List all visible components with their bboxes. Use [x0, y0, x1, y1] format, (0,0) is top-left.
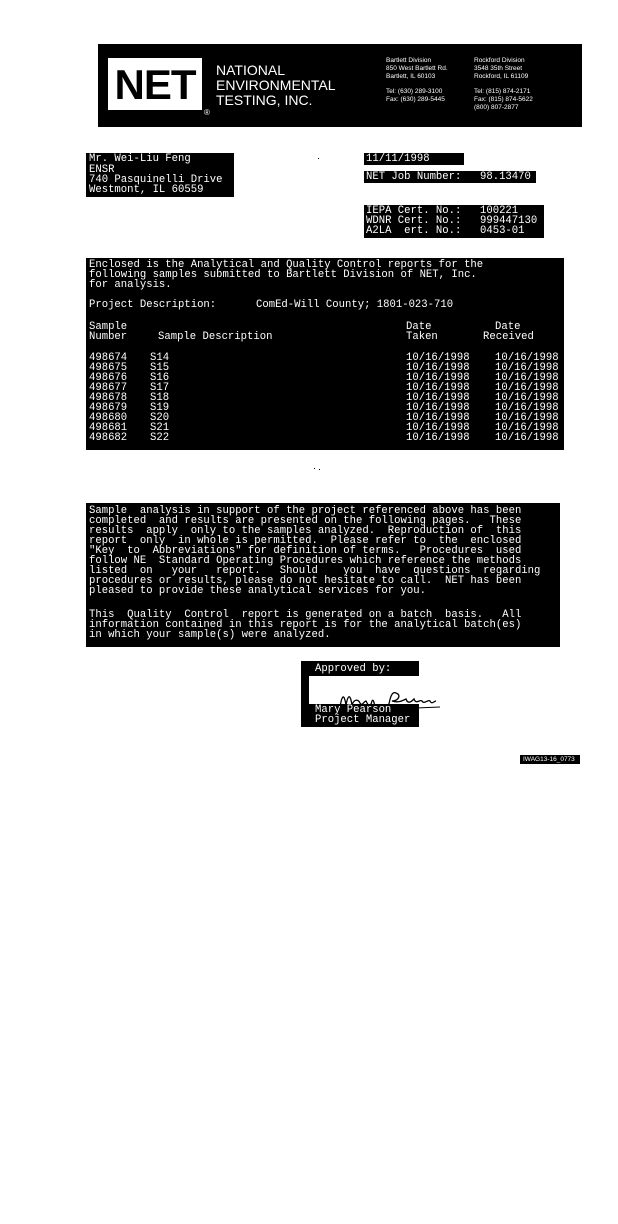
intro-line: for analysis. — [89, 279, 172, 291]
date-taken: 10/16/1998 — [406, 422, 470, 434]
header-date-received: Date — [495, 321, 521, 333]
header-sample-description: Sample Description — [158, 331, 273, 343]
office-line: (800) 807-2877 — [474, 103, 519, 111]
paragraph-line: in which your sample(s) were analyzed. — [89, 629, 331, 641]
date-received: 10/16/1998 — [495, 412, 559, 424]
cert-label: WDNR Cert. No.: — [366, 215, 462, 227]
sample-description: S16 — [150, 372, 170, 384]
approved-by-label: Approved by: — [315, 663, 392, 675]
sample-number: 498682 — [89, 432, 128, 444]
job-number-row — [364, 171, 536, 183]
company-line: TESTING, INC. — [216, 92, 313, 108]
date-received: 10/16/1998 — [495, 362, 559, 374]
date-received: 10/16/1998 — [495, 402, 559, 414]
paragraph-line: procedures or results, please do not hesitate to call. NET has been — [89, 575, 522, 587]
office-line: Tel: (815) 874-2171 — [474, 88, 531, 96]
document-id-stamp — [520, 755, 580, 764]
paragraph-line: This Quality Control report is generated on a batch basis. All — [89, 609, 522, 621]
sample-description: S17 — [150, 382, 170, 394]
sample-number: 498677 — [89, 382, 128, 394]
office-line: Fax: (815) 874-5622 — [474, 95, 533, 103]
date-taken: 10/16/1998 — [406, 392, 470, 404]
date-received: 10/16/1998 — [495, 432, 559, 444]
date-received: 10/16/1998 — [495, 352, 559, 364]
date-received: 10/16/1998 — [495, 392, 559, 404]
header-date-taken: Date — [406, 321, 432, 333]
company-line: NATIONAL — [216, 62, 285, 78]
project-description-value: ComEd-Will County; 1801-023-710 — [256, 299, 454, 311]
bartlett-office-address — [386, 57, 448, 104]
cert-label: IEPA Cert. No.: — [366, 205, 462, 217]
date-received: 10/16/1998 — [495, 372, 559, 384]
header-date-taken: Taken — [406, 331, 438, 343]
scan-speck — [319, 469, 320, 470]
approver-name: Mary Pearson — [315, 704, 392, 716]
cert-value: 100221 — [480, 205, 519, 217]
paragraph-line: "Key to Abbreviations" for definition of terms. Procedures used — [89, 545, 522, 557]
job-number-label: NET Job Number: — [366, 171, 462, 183]
cert-value: 999447130 — [480, 215, 538, 227]
office-line: Bartlett, IL 60103 — [386, 72, 436, 80]
sample-number: 498680 — [89, 412, 128, 424]
date-taken: 10/16/1998 — [406, 362, 470, 374]
date-taken: 10/16/1998 — [406, 412, 470, 424]
company-line: ENVIRONMENTAL — [216, 77, 336, 93]
sample-number: 498679 — [89, 402, 128, 414]
office-line — [474, 80, 533, 88]
sample-description: S19 — [150, 402, 170, 414]
office-line: 3548 35th Street — [474, 64, 523, 72]
date-taken: 10/16/1998 — [406, 352, 470, 364]
document-id: IWAG13-16_0773 — [523, 756, 575, 763]
address-line: Mr. Wei-Liu Feng — [89, 153, 191, 165]
sample-report-block — [86, 258, 564, 450]
sample-number: 498681 — [89, 422, 128, 434]
office-line — [386, 80, 448, 88]
paragraph-line: pleased to provide these analytical services for you. — [89, 585, 426, 597]
sample-description: S15 — [150, 362, 170, 374]
paragraph-line: follow NE Standard Operating Procedures which reference the methods — [89, 555, 522, 567]
date-text: 11/11/1998 — [366, 153, 430, 165]
paragraph-line: results apply only to the samples analyzed. Reproduction of this — [89, 525, 522, 537]
date-received: 10/16/1998 — [495, 382, 559, 394]
signature — [309, 676, 419, 704]
header-date-received: Received — [483, 331, 534, 343]
letterhead-banner — [98, 44, 582, 127]
office-line: Tel: (630) 289-3100 — [386, 88, 443, 96]
rockford-office-address — [474, 57, 533, 112]
office-line: 850 West Bartlett Rd. — [386, 64, 448, 72]
scan-speck — [314, 468, 315, 469]
paragraph-line: Sample analysis in support of the project referenced above has been — [89, 505, 522, 517]
report-notes — [86, 503, 560, 647]
sample-number: 498675 — [89, 362, 128, 374]
recipient-address — [86, 153, 234, 197]
net-logo — [108, 58, 202, 110]
paragraph-line: completed and results are presented on the following pages. These — [89, 515, 522, 527]
sample-description: S14 — [150, 352, 170, 364]
company-name — [216, 63, 336, 108]
approval-block — [301, 661, 419, 727]
header-sample-number: Sample — [89, 321, 128, 333]
paragraph-line: listed on your report. Should you have questions regarding — [89, 565, 541, 577]
office-line: Fax: (630) 289-5445 — [386, 95, 445, 103]
job-number-value: 98.13470 — [480, 171, 531, 183]
sample-description: S22 — [150, 432, 170, 444]
office-line: Rockford, IL 61109 — [474, 72, 529, 80]
date-received: 10/16/1998 — [495, 422, 559, 434]
date-taken: 10/16/1998 — [406, 382, 470, 394]
sample-number: 498674 — [89, 352, 128, 364]
sample-number: 498678 — [89, 392, 128, 404]
cert-label: A2LA ert. No.: — [366, 225, 462, 237]
office-line: Rockford Division — [474, 57, 525, 64]
sample-number: 498676 — [89, 372, 128, 384]
intro-line: Enclosed is the Analytical and Quality Control reports for the — [89, 259, 484, 271]
intro-line: following samples submitted to Bartlett Division of NET, Inc. — [89, 269, 477, 281]
project-description-label: Project Description: — [89, 299, 217, 311]
registered-mark: ® — [204, 108, 210, 117]
approver-title: Project Manager — [315, 714, 411, 726]
address-line: ENSR — [89, 164, 115, 176]
certification-numbers — [364, 205, 544, 238]
date-taken: 10/16/1998 — [406, 432, 470, 444]
header-sample-number: Number — [89, 331, 128, 343]
sample-description: S20 — [150, 412, 170, 424]
cert-value: 0453-01 — [480, 225, 525, 237]
address-line: 740 Pasquinelli Drive — [89, 174, 223, 186]
date-taken: 10/16/1998 — [406, 402, 470, 414]
paragraph-line: information contained in this report is for the analytical batch(es) — [89, 619, 522, 631]
address-line: Westmont, IL 60559 — [89, 184, 204, 196]
office-line: Bartlett Division — [386, 57, 432, 64]
paragraph-line: report only in whole is permitted. Please refer to the enclosed — [89, 535, 522, 547]
report-date — [364, 153, 464, 165]
logo-text: NET — [114, 61, 196, 108]
sample-description: S21 — [150, 422, 170, 434]
date-taken: 10/16/1998 — [406, 372, 470, 384]
scan-speck — [318, 158, 319, 159]
sample-description: S18 — [150, 392, 170, 404]
